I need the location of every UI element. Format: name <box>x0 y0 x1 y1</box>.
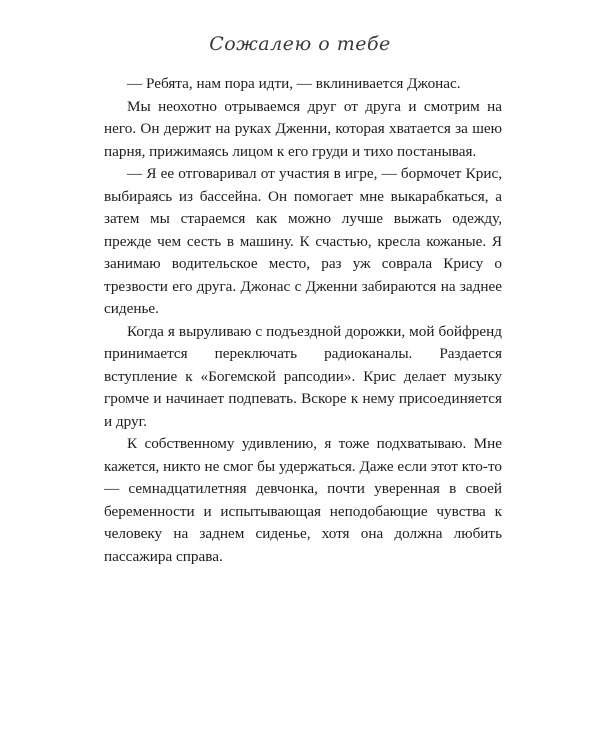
paragraph-5: К собственному удивлению, я тоже подхватываю. Мне кажется, никто не смог бы удержаться. Даже если этот кто-то — семнадцатилетняя девчонка, почти уверенная в своей беременности и испытывающая неподобающие чувства к человеку на заднем сиденье, хотя она должна любить пассажира справа. <box>104 435 502 565</box>
paragraph-4: Когда я выруливаю с подъездной дорожки, мой бойфренд принимается переключать радиоканалы. Раздается вступление к «Богемской рапсодии». Крис делает музыку громче и начинает подпевать. Вскоре к нему присоединяется и друг. <box>104 322 502 430</box>
paragraph-1: — Ребята, нам пора идти, — вклинивается Джонас. <box>127 75 461 92</box>
body-text <box>104 73 502 568</box>
paragraph-3: — Я ее отговаривал от участия в игре, — бормочет Крис, выбираясь из бассейна. Он помогает мне выкарабкаться, а затем мы стараемся как можно лучше выжать одежду, прежде чем сесть в машину. К счастью, кресла кожаные. Я занимаю водительское место, раз уж соврала Крису о трезвости его друга. Джонас с Дженни забираются на заднее сиденье. <box>104 165 502 317</box>
running-header: Сожалею о тебе <box>209 33 391 55</box>
paragraph-2: Мы неохотно отрываемся друг от друга и смотрим на него. Он держит на руках Дженни, которая хватается за шею парня, прижимаясь лицом к его груди и тихо постанывая. <box>104 97 502 160</box>
